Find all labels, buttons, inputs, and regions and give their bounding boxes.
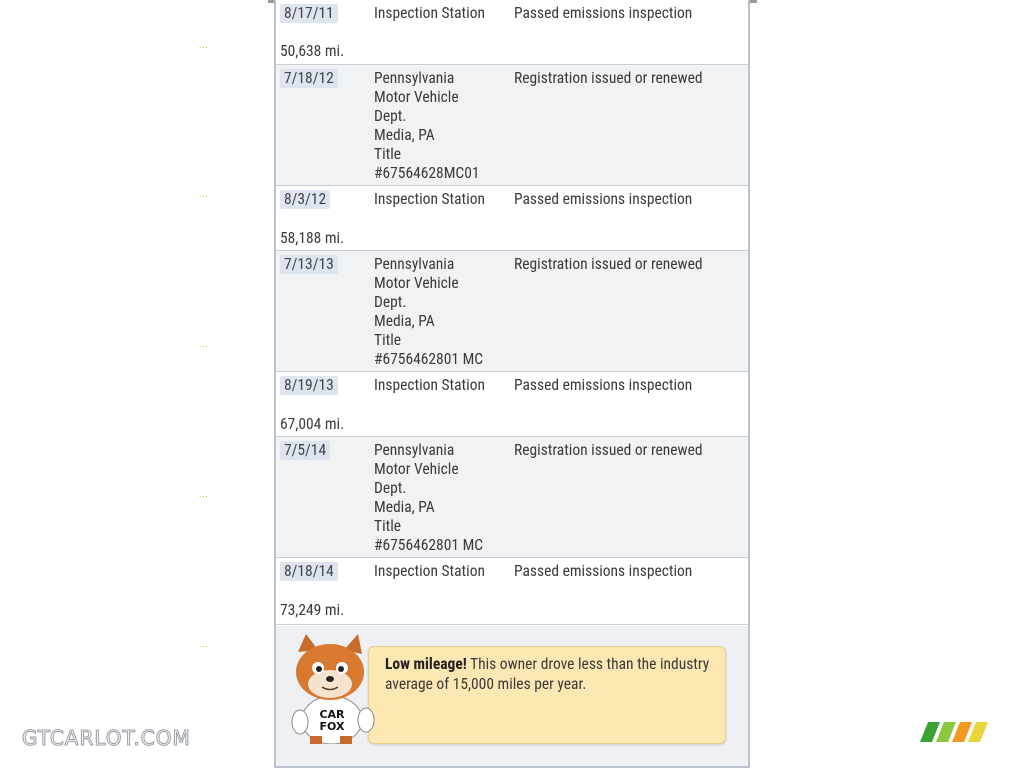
history-source-line: Title — [374, 145, 402, 163]
carfox-mascot-icon — [284, 632, 384, 744]
watermark: GTCARLOT.COM — [22, 726, 191, 750]
history-source: Inspection Station — [374, 190, 485, 208]
side-marker: ··· — [199, 643, 209, 653]
low-mileage-callout — [368, 646, 726, 744]
callout-body: This owner drove less than the industry average of 15,000 miles per year. — [385, 655, 710, 693]
history-row — [276, 0, 748, 65]
history-comment: Passed emissions inspection — [514, 4, 693, 22]
history-source-line: Pennsylvania — [374, 69, 455, 87]
history-row — [276, 372, 748, 437]
history-date: 8/3/12 — [280, 190, 330, 209]
callout-bold: Low mileage! — [385, 655, 467, 673]
history-row — [276, 186, 748, 251]
side-marker: ··· — [199, 193, 209, 203]
callout-text — [385, 655, 715, 694]
history-source-line: Motor Vehicle — [374, 274, 459, 292]
history-row — [276, 65, 748, 186]
history-source: Inspection Station — [374, 562, 485, 580]
history-source-line: Pennsylvania — [374, 255, 455, 273]
history-odometer: 73,249 mi. — [280, 601, 345, 619]
history-source-line: Title — [374, 517, 402, 535]
history-source-line: Motor Vehicle — [374, 460, 459, 478]
history-row — [276, 437, 748, 558]
history-date: 8/18/14 — [280, 562, 338, 581]
history-source-line: Dept. — [374, 293, 407, 311]
history-source-line: Motor Vehicle — [374, 88, 459, 106]
history-comment: Passed emissions inspection — [514, 562, 693, 580]
shirt-text-line2: FOX — [319, 720, 345, 733]
history-source-line: Pennsylvania — [374, 441, 455, 459]
history-odometer: 58,188 mi. — [280, 229, 345, 247]
side-marker: ··· — [199, 493, 209, 503]
history-comment: Registration issued or renewed — [514, 441, 703, 459]
history-odometer: 67,004 mi. — [280, 415, 345, 433]
history-source-line: #67564628MC01 — [374, 164, 480, 182]
vehicle-history-panel — [274, 0, 750, 768]
history-date: 7/13/13 — [280, 255, 338, 274]
history-source-line: Dept. — [374, 107, 407, 125]
side-marker: ··· — [199, 343, 209, 353]
history-source-line: Media, PA — [374, 312, 435, 330]
history-date: 7/5/14 — [280, 441, 330, 460]
history-source: Inspection Station — [374, 4, 485, 22]
history-row — [276, 251, 748, 372]
history-source-line: Media, PA — [374, 498, 435, 516]
history-comment: Registration issued or renewed — [514, 255, 703, 273]
history-odometer: 50,638 mi. — [280, 42, 345, 60]
history-source-line: Media, PA — [374, 126, 435, 144]
shirt-text-line1: CAR — [319, 708, 345, 721]
brand-stripes-icon — [920, 722, 1000, 742]
side-marker: ··· — [199, 44, 209, 54]
history-source-line: Dept. — [374, 479, 407, 497]
history-source-line: Title — [374, 331, 402, 349]
history-source: Inspection Station — [374, 376, 485, 394]
history-date: 8/17/11 — [280, 4, 338, 23]
history-source-line: #6756462801 MC — [374, 536, 484, 554]
history-date: 8/19/13 — [280, 376, 338, 395]
history-comment: Passed emissions inspection — [514, 376, 693, 394]
history-date: 7/18/12 — [280, 69, 338, 88]
history-comment: Passed emissions inspection — [514, 190, 693, 208]
history-comment: Registration issued or renewed — [514, 69, 703, 87]
history-row — [276, 558, 748, 625]
history-source-line: #6756462801 MC — [374, 350, 484, 368]
